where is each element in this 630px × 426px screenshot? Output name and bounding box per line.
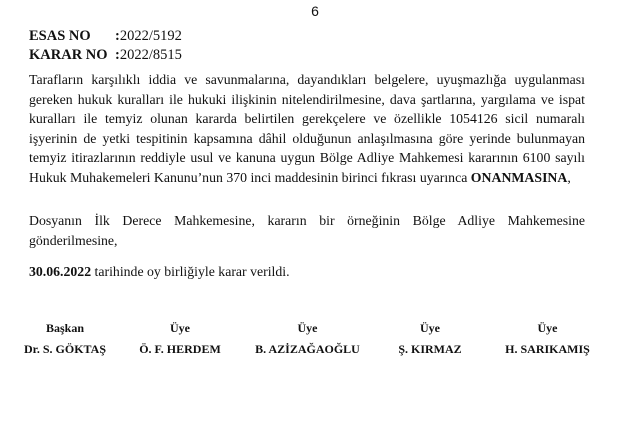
signature-name: B. AZİZAĞAOĞLU [255,342,360,356]
decision-date: 30.06.2022 [29,264,92,279]
signature-president [10,318,120,360]
esas-no-colon: : [115,28,120,44]
signature-title: Başkan [45,321,85,335]
esas-no-label: ESAS NO [29,28,91,44]
signature-name: Ö. F. HERDEM [139,342,221,356]
signature-name: Dr. S. GÖKTAŞ [23,342,107,356]
decision-end: , [567,169,571,185]
signature-member [485,318,610,360]
page-number: 6 [311,3,319,19]
signature-title: Üye [420,321,440,335]
esas-no-row [29,27,182,45]
signature-member [240,318,375,360]
signature-title: Üye [537,321,558,335]
signature-member [380,318,480,360]
signature-title: Üye [297,321,318,335]
esas-no-value: 2022/5192 [119,28,182,44]
date-text: tarihinde oy birliğiyle karar verildi. [91,264,290,279]
decision-text: Tarafların karşılıklı iddia ve savunmalarına, dayandıkları belgelere, uyuşmazlığa uygulanması gereken hukuk kuralları ile hukuki ilişkinin nitelendirilmesine, dava şartlarına, yargılama ve ispat kuralları ile temyiz olunan kararda belirtilen gerekçelere ve özellikle 1054126 sicil numaralı işyerinin de yetki tespitinin kapsamına dâhil olduğunun anlaşılmasına göre yerinde bulunmayan temyiz itirazlarının reddiyle usul ve kanuna uygun Bölge Adliye Mahkemesi kararının 6100 sayılı Hukuk Muhakemeleri Kanunu’nun 370 inci maddesinin birinci fıkrası uyarınca [29,72,585,185]
karar-no-label: KARAR NO [29,47,108,63]
karar-no-colon: : [115,47,120,63]
signature-name: H. SARIKAMIŞ [505,342,590,356]
karar-no-value: 2022/8515 [119,47,182,63]
referral-paragraph: Dosyanın İlk Derece Mahkemesine, kararın bir örneğinin Bölge Adliye Mahkemesine gönderilmesine, [29,213,585,248]
karar-no-row [29,46,182,64]
signature-title: Üye [170,321,190,335]
signature-name: Ş. KIRMAZ [398,342,462,356]
signature-block [10,318,610,360]
decision-verdict: ONANMASINA [470,169,568,185]
decision-paragraph [29,70,585,187]
signature-member [125,318,235,360]
date-paragraph [29,262,585,282]
